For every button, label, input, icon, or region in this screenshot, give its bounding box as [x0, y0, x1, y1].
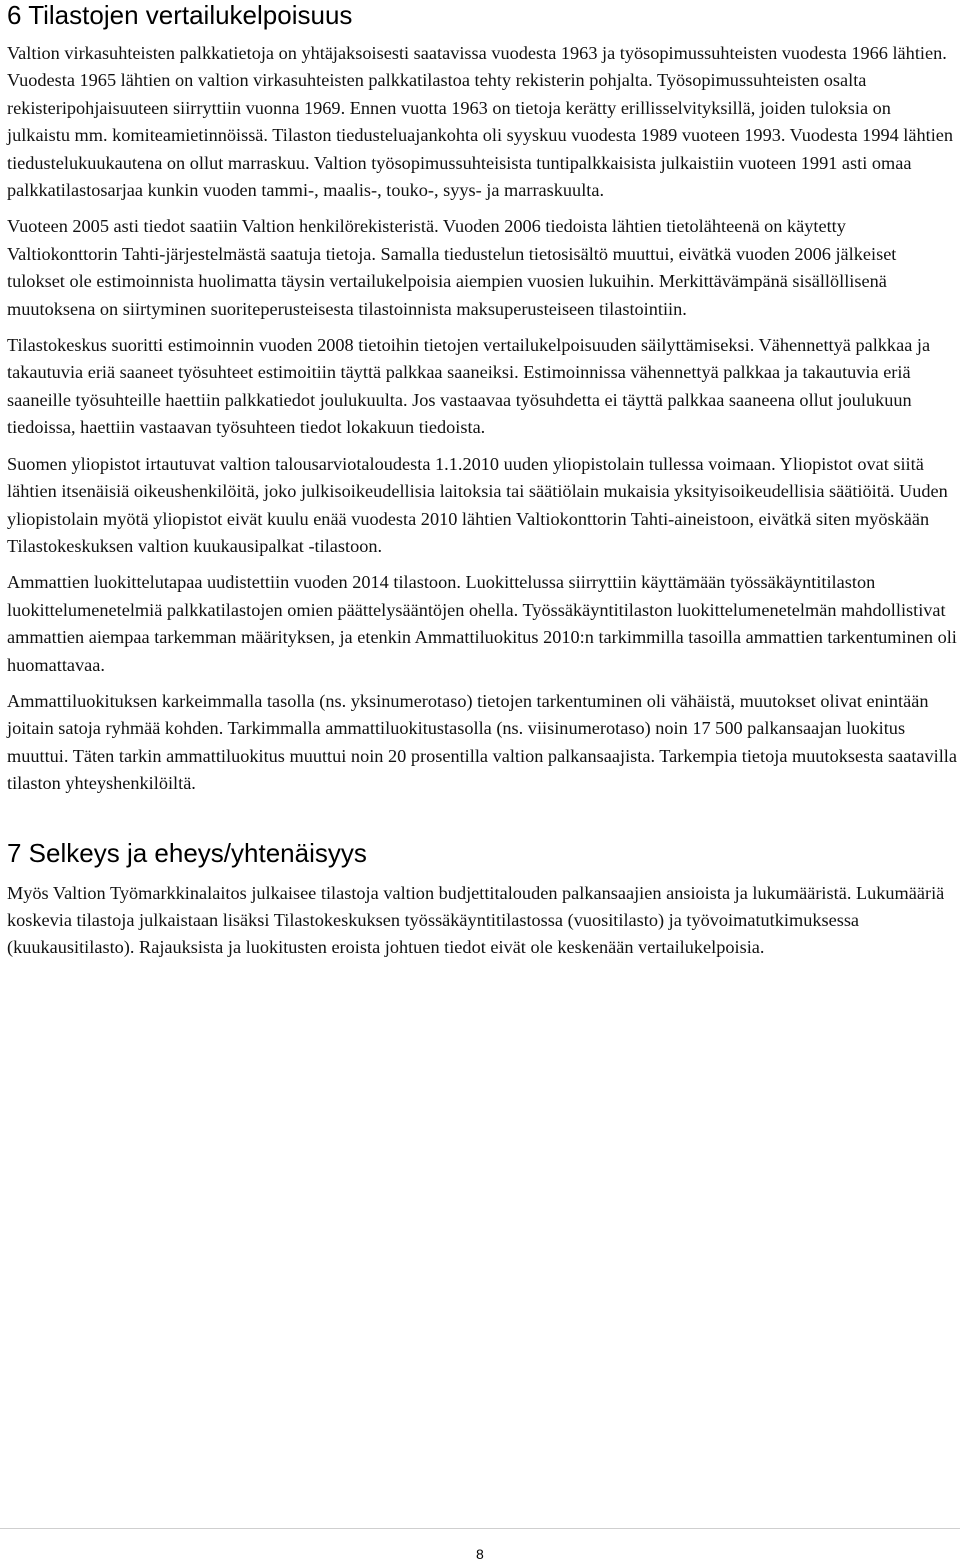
section-6-paragraph-2: Vuoteen 2005 asti tiedot saatiin Valtion henkilörekisteristä. Vuoden 2006 tiedoista lähtien tietolähteenä on käytetty Valtiokonttorin Tahti-järjestelmästä saatuja tietoja. Samalla tiedustelun tietosisältö muuttui, eivätkä vuoden 2006 jälkeiset tulokset ole estimoinnista huolimatta täysin vertailukelpoisia aiempien vuosien lukuihin. Merkittävämpänä sisällöllisenä muutoksena on siirtyminen suoriteperusteisesta tilastoinnista maksuperusteiseen tilastointiin. — [7, 216, 897, 319]
section-6-paragraph-5: Ammattien luokittelutapaa uudistettiin vuoden 2014 tilastoon. Luokittelussa siirryttiin käyttämään työssäkäyntitilaston luokittelumenetelmiä palkkatilastojen omien päättelysääntöjen ohella. Työssäkäyntitilaston luokittelumenetelmän mahdollistivat ammattien aiempaa tarkemman määrityksen, ja etenkin Ammattiluokitus 2010:n tarkimmilla tasoilla ammattien tarkentuminen oli huomattavaa. — [7, 572, 957, 675]
page-number: 8 — [476, 1546, 484, 1562]
section-6-paragraph-1: Valtion virkasuhteisten palkkatietoja on yhtäjaksoisesti saatavissa vuodesta 1963 ja työsopimussuhteisten vuodesta 1966 lähtien. Vuodesta 1965 lähtien on valtion virkasuhteisten palkkatilastoa tehty rekisterin pohjalta. Työsopimussuhteisten osalta rekisteripohjaisuuteen siirryttiin vuonna 1969. Ennen vuotta 1963 on tietoja kerätty erillisselvityksillä, joiden tuloksia on julkaistu mm. komiteamietinnöissä. Tilaston tiedusteluajankohta oli syyskuu vuodesta 1989 vuoteen 1993. Vuodesta 1994 lähtien tiedustelukuukautena on ollut marraskuu. Valtion työsopimussuhteisista tuntipalkkaisista julkaistiin vuoteen 1991 asti omaa palkkatilastosarjaa kunkin vuoden tammi-, maalis-, touko-, syys- ja marraskuulta. — [7, 43, 954, 201]
section-7-paragraph-1: Myös Valtion Työmarkkinalaitos julkaisee tilastoja valtion budjettitalouden palkansaajien ansioista ja lukumääristä. Lukumääriä koskevia tilastoja julkaistaan lisäksi Tilastokeskuksen työssäkäyntitilastossa (vuositilasto) ja työvoimatutkimuksessa (kuukausitilasto). Rajauksista ja luokitusten eroista johtuen tiedot eivät ole keskenään vertailukelpoisia. — [7, 882, 945, 958]
section-6-paragraph-4: Suomen yliopistot irtautuvat valtion talousarviotaloudesta 1.1.2010 uuden yliopistolain tullessa voimaan. Yliopistot ovat siitä lähtien itsenäisiä oikeushenkilöitä, joko julkisoikeudellisia laitoksia tai säätiölain mukaisia yksityisoikeudellisia säätiöitä. Uuden yliopistolain myötä yliopistot eivät kuulu enää vuodesta 2010 lähtien Valtiokonttorin Tahti-aineistoon, eivätkä siten myöskään Tilastokeskuksen valtion kuukausipalkat -tilastoon. — [7, 453, 948, 556]
section-6-paragraph-3: Tilastokeskus suoritti estimoinnin vuoden 2008 tietoihin tietojen vertailukelpoisuuden säilyttämiseksi. Vähennettyä palkkaa ja takautuvia eriä saaneet työsuhteet estimoitiin täyttä palkkaa saaneiksi. Estimoinnissa vähennettyä palkkaa ja takautuvia eriä saaneille työsuhteille haettiin palkkatiedot joulukuulta. Jos vastaavaa työsuhdetta ei täyttä palkkaa saaneena ollut joulukuun tiedoissa, haettiin vastaavan työsuhteen tiedot lokakuun tiedoista. — [7, 335, 931, 438]
footer-divider — [0, 1528, 960, 1529]
section-6-paragraph-6: Ammattiluokituksen karkeimmalla tasolla (ns. yksinumerotaso) tietojen tarkentuminen oli vähäistä, muutokset olivat enintään joitain satoja ryhmää kohden. Tarkimmalla ammattiluokitustasolla (ns. viisinumerotaso) noin 17 500 palkansaajan luokitus muuttui. Täten tarkin ammattiluokitus muuttui noin 20 prosentilla valtion palkansaajista. Tarkempia tietoja muutoksesta saatavilla tilaston yhteyshenkilöiltä. — [7, 690, 957, 794]
document-page — [7, 0, 957, 971]
section-6-heading: 6 Tilastojen vertailukelpoisuus — [7, 0, 353, 30]
section-7-heading: 7 Selkeys ja eheys/yhtenäisyys — [7, 837, 367, 868]
